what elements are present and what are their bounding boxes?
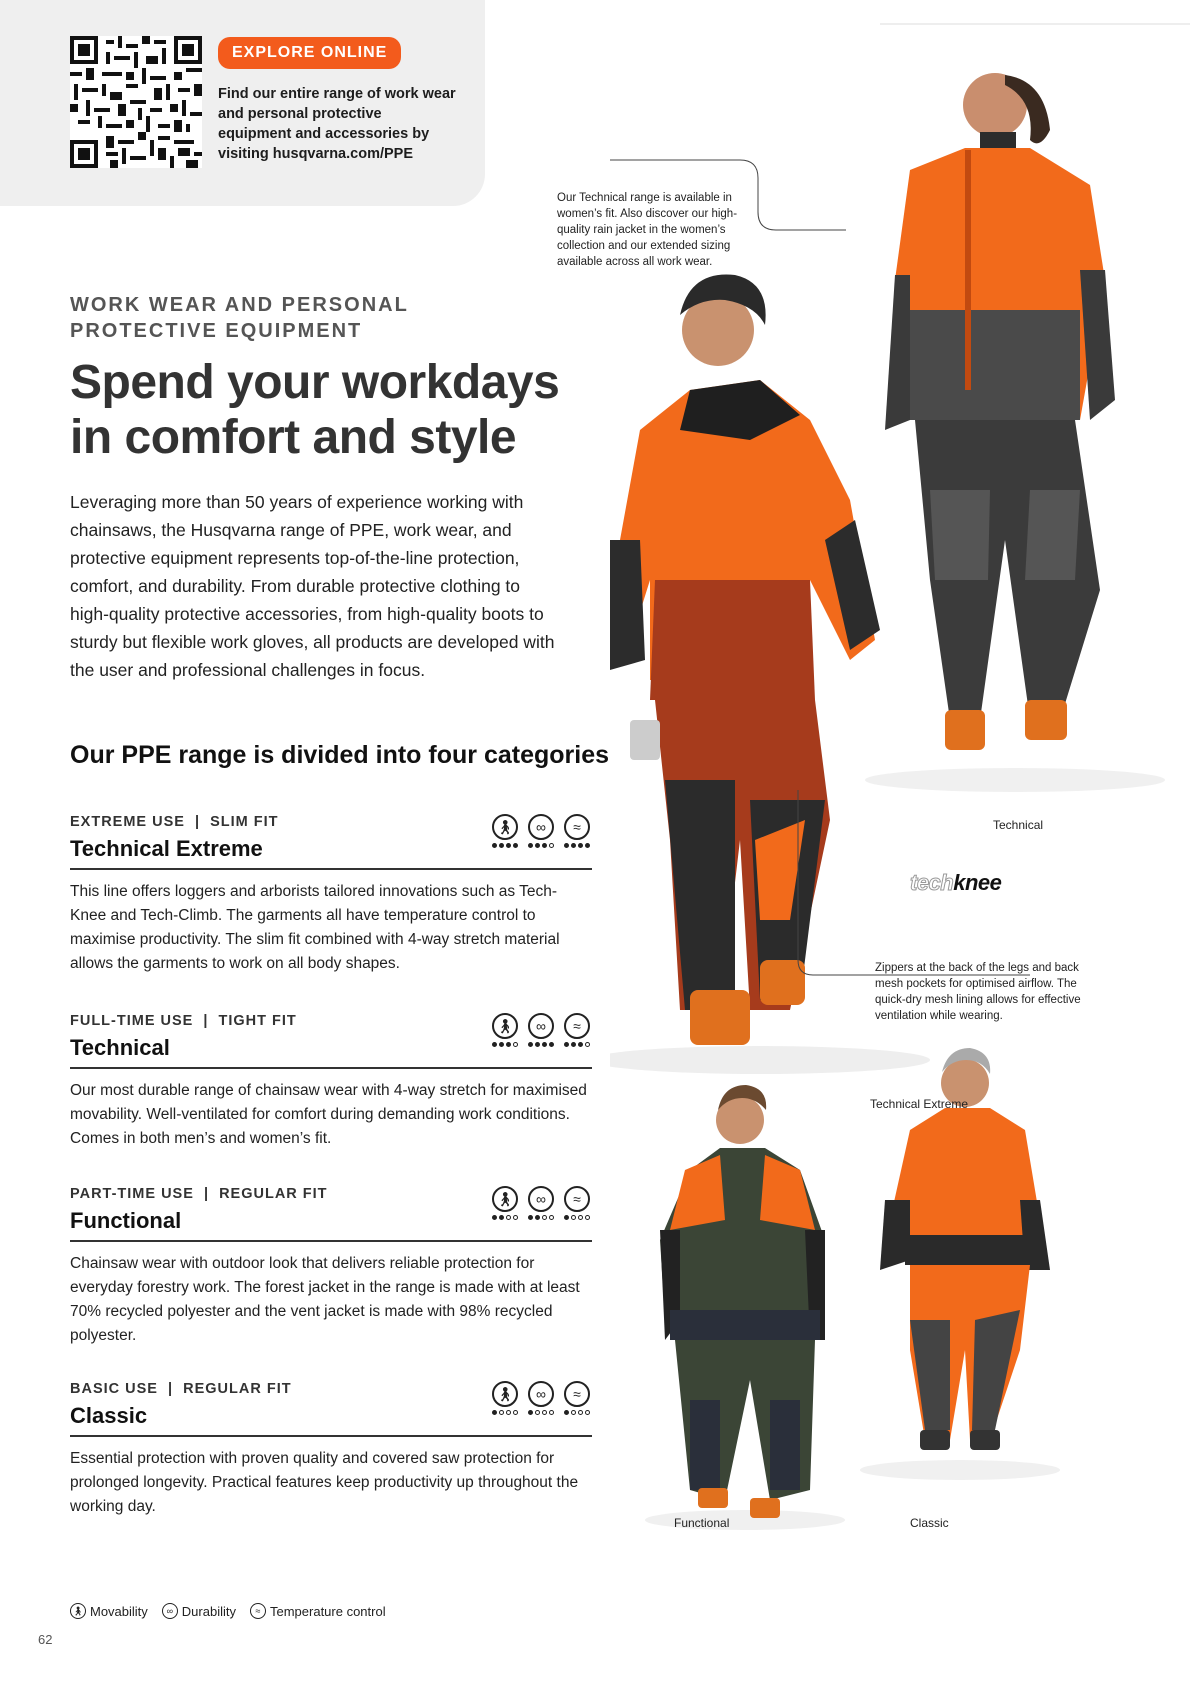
rating-icons xyxy=(490,1013,592,1047)
rating-dot-filled xyxy=(564,1042,569,1047)
rating-dots xyxy=(564,1410,590,1415)
rating-dot-filled xyxy=(492,1410,497,1415)
rating-dot-empty xyxy=(513,1215,518,1220)
category-label: PART-TIME USE | REGULAR FIT xyxy=(70,1186,328,1202)
category-title: Technical xyxy=(70,1035,170,1060)
movability-icon: 🚶︎ xyxy=(492,1381,518,1407)
page-number: 62 xyxy=(38,1632,53,1647)
category-description: Essential protection with proven quality and covered saw protection for prolonged longevity. Practical features keep productivity up throughout the working day. xyxy=(70,1450,579,1515)
rating-dots xyxy=(492,1215,518,1220)
rating-dot-filled xyxy=(542,1042,547,1047)
page-title: Spend your workdays in comfort and style xyxy=(70,356,560,464)
rating-dot-filled xyxy=(492,1042,497,1047)
category-label: EXTREME USE | SLIM FIT xyxy=(70,814,279,830)
category-title: Technical Extreme xyxy=(70,836,263,861)
rating-dot-filled xyxy=(499,1042,504,1047)
rating-dot-empty xyxy=(549,1410,554,1415)
rating-dot-empty xyxy=(585,1215,590,1220)
category-title: Classic xyxy=(70,1403,148,1428)
rating-dot-empty xyxy=(535,1410,540,1415)
rating-dot-empty xyxy=(506,1410,511,1415)
durability-icon: ∞ xyxy=(528,1381,554,1407)
rating-dots xyxy=(564,1215,590,1220)
movability-icon: 🚶︎ xyxy=(492,1186,518,1212)
legend-durability: Durability xyxy=(181,1603,236,1619)
rating-dot-empty xyxy=(571,1215,576,1220)
rating-icons xyxy=(490,1381,592,1415)
rating-dot-empty xyxy=(499,1410,504,1415)
rating-dot-filled xyxy=(564,843,569,848)
durability-icon: ∞ xyxy=(162,1603,178,1619)
movability-icon: 🚶︎ xyxy=(492,814,518,840)
rating-dots xyxy=(492,843,518,848)
temperature-icon: ≈ xyxy=(564,1381,590,1407)
rating-dots xyxy=(564,843,590,848)
section-eyebrow: WORK WEAR AND PERSONAL PROTECTIVE EQUIPMENT xyxy=(70,294,409,342)
rating-dot-filled xyxy=(535,843,540,848)
qr-code[interactable] xyxy=(70,36,202,168)
techknee-logo-knee: knee xyxy=(953,870,1002,895)
rating-dot-filled xyxy=(506,843,511,848)
rating-dots xyxy=(492,1042,518,1047)
categories-heading: Our PPE range is divided into four categories xyxy=(70,741,610,769)
rating-dot-filled xyxy=(542,843,547,848)
rating-dot-filled xyxy=(571,843,576,848)
rating-dot-filled xyxy=(528,843,533,848)
rating-dots xyxy=(492,1410,518,1415)
rating-dots xyxy=(528,1410,554,1415)
category-description: Chainsaw wear with outdoor look that delivers reliable protection for everyday forestry work. The forest jacket in the range is made with at least 70% recycled polyester and the vent jacket is made with 98% recycled polyester. xyxy=(70,1255,580,1344)
rating-icons xyxy=(490,1186,592,1220)
category-title: Functional xyxy=(70,1208,182,1233)
rating-dot-filled xyxy=(506,1042,511,1047)
techknee-logo xyxy=(910,870,1001,896)
rating-dot-filled xyxy=(578,1042,583,1047)
rating-legend xyxy=(70,1603,386,1619)
rating-dot-filled xyxy=(492,843,497,848)
rating-dots xyxy=(564,1042,590,1047)
category-functional xyxy=(70,1186,592,1348)
rating-dot-filled xyxy=(535,1215,540,1220)
explore-online-button[interactable]: EXPLORE ONLINE xyxy=(218,37,401,69)
category-technical xyxy=(70,1013,592,1151)
movability-icon: 🚶︎ xyxy=(70,1603,86,1619)
rating-dot-filled xyxy=(499,1215,504,1220)
temperature-icon: ≈ xyxy=(250,1603,266,1619)
temperature-icon: ≈ xyxy=(564,814,590,840)
woman-technical-photo xyxy=(865,73,1165,792)
rating-dot-filled xyxy=(513,843,518,848)
rating-dot-empty xyxy=(578,1410,583,1415)
rating-dot-empty xyxy=(542,1410,547,1415)
techknee-logo-tech: tech xyxy=(910,870,954,895)
rating-dot-filled xyxy=(528,1410,533,1415)
category-label: BASIC USE | REGULAR FIT xyxy=(70,1381,292,1397)
rating-dot-filled xyxy=(571,1042,576,1047)
rating-dot-empty xyxy=(549,1215,554,1220)
category-classic xyxy=(70,1381,592,1519)
temperature-icon: ≈ xyxy=(564,1186,590,1212)
label-technical: Technical xyxy=(993,818,1044,832)
divider xyxy=(70,1435,592,1437)
legend-temperature: Temperature control xyxy=(269,1603,386,1619)
rating-dot-empty xyxy=(513,1410,518,1415)
label-classic: Classic xyxy=(910,1516,949,1530)
category-label: FULL-TIME USE | TIGHT FIT xyxy=(70,1013,297,1029)
rating-dot-filled xyxy=(549,1042,554,1047)
intro-paragraph: Leveraging more than 50 years of experience working with chainsaws, the Husqvarna range of PPE, work wear, and protective equipment represents top-of-the-line protection, comfort, and durability. From durable protective clothing to high-quality protective accessories, from high-quality boots to sturdy but flexible work gloves, all products are developed with the user and professional challenges in focus. xyxy=(70,492,555,680)
rating-dot-empty xyxy=(585,1410,590,1415)
explore-description: Find our entire range of work wear and personal protective equipment and accessories by visiting husqvarna.com/PPE xyxy=(218,86,456,162)
rating-dot-filled xyxy=(499,843,504,848)
techknee-caption: Zippers at the back of the legs and back mesh pockets for optimised airflow. The quick-dry mesh lining allows for effective ventilation while wearing. xyxy=(875,962,1081,1022)
category-description: Our most durable range of chainsaw wear with 4-way stretch for maximised movability. Well-ventilated for comfort during demanding work conditions. Comes in both men’s and women’s fit. xyxy=(70,1082,587,1147)
durability-icon: ∞ xyxy=(528,814,554,840)
rating-dot-filled xyxy=(578,843,583,848)
divider xyxy=(70,1240,592,1242)
rating-dots xyxy=(528,843,554,848)
category-technical-extreme xyxy=(70,814,592,976)
man-technical-extreme-photo xyxy=(610,275,930,1075)
rating-icons xyxy=(490,814,592,848)
category-description: This line offers loggers and arborists tailored innovations such as Tech-Knee and Tech-Climb. The garments all have temperature control to maximise productivity. The slim fit combined with 4-way stretch material allows the garments to work on all body shapes. xyxy=(70,883,560,972)
rating-dot-filled xyxy=(492,1215,497,1220)
rating-dots xyxy=(528,1215,554,1220)
divider xyxy=(70,868,592,870)
man-functional-photo xyxy=(645,1085,845,1530)
man-classic-photo xyxy=(860,1048,1060,1480)
temperature-icon: ≈ xyxy=(564,1013,590,1039)
rating-dot-filled xyxy=(528,1215,533,1220)
label-functional: Functional xyxy=(674,1516,730,1530)
rating-dot-empty xyxy=(585,1042,590,1047)
rating-dot-filled xyxy=(564,1410,569,1415)
rating-dot-filled xyxy=(564,1215,569,1220)
legend-movability: Movability xyxy=(90,1603,148,1619)
rating-dot-empty xyxy=(549,843,554,848)
rating-dot-filled xyxy=(528,1042,533,1047)
movability-icon: 🚶︎ xyxy=(492,1013,518,1039)
rating-dots xyxy=(528,1042,554,1047)
rating-dot-empty xyxy=(578,1215,583,1220)
divider xyxy=(70,1067,592,1069)
label-technical-extreme: Technical Extreme xyxy=(870,1097,969,1111)
womens-fit-caption: Our Technical range is available in women’s fit. Also discover our high-quality rain jacket in the women’s collection and our extended sizing available across all work wear. xyxy=(557,192,738,268)
rating-dot-empty xyxy=(542,1215,547,1220)
durability-icon: ∞ xyxy=(528,1186,554,1212)
rating-dot-empty xyxy=(506,1215,511,1220)
durability-icon: ∞ xyxy=(528,1013,554,1039)
rating-dot-empty xyxy=(513,1042,518,1047)
rating-dot-empty xyxy=(571,1410,576,1415)
rating-dot-filled xyxy=(535,1042,540,1047)
rating-dot-filled xyxy=(585,843,590,848)
